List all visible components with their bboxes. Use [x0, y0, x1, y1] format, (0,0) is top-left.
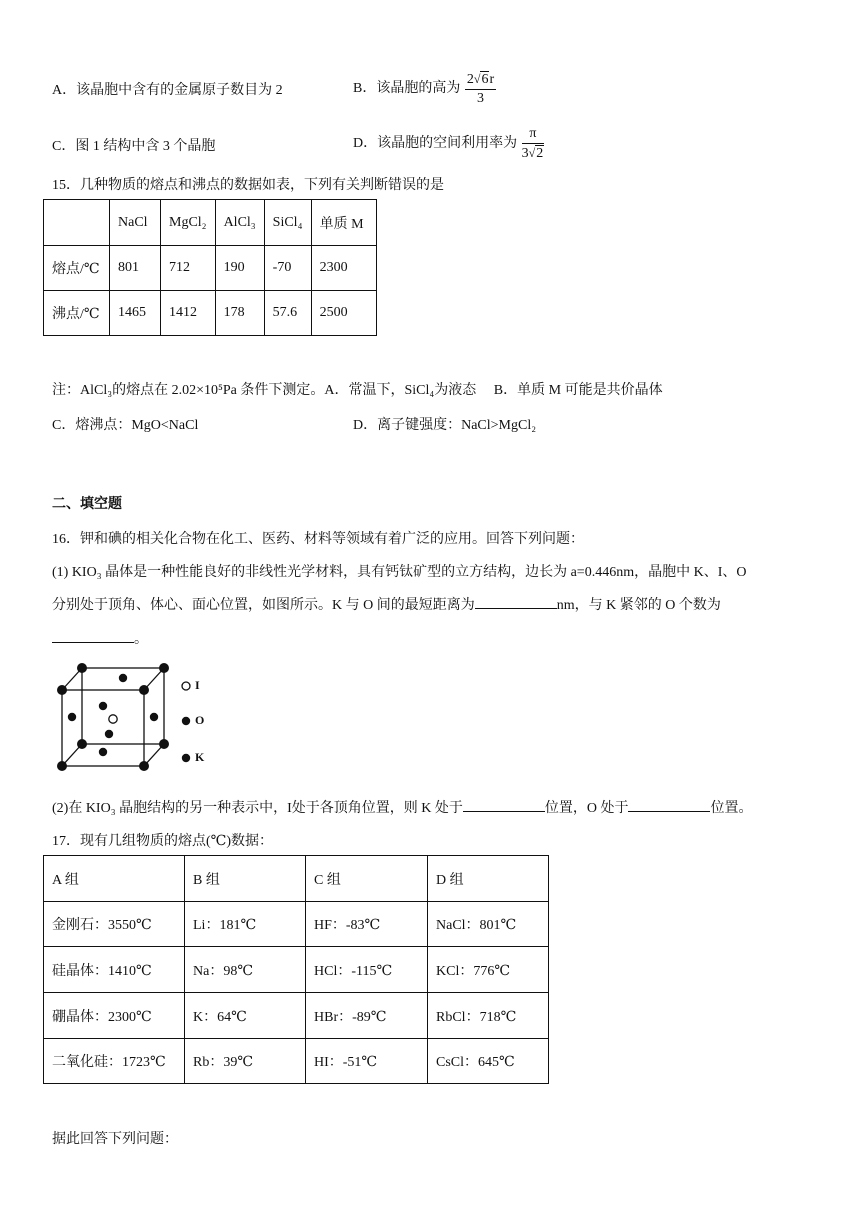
table-row — [44, 1039, 549, 1084]
q16-part1-line1: (1) KIO₃ 晶体是一种性能良好的非线性光学材料，具有钙钛矿型的立方结构，边长为 a=0.446nm，晶胞中 K、I、O — [52, 565, 747, 580]
q15-stem: 15．几种物质的熔点和沸点的数据如表，下列有关判断错误的是 — [52, 178, 444, 193]
table-cell: HCl：-115℃ — [306, 947, 428, 993]
legend-o-label: O — [195, 713, 205, 727]
table-cell: HBr：-89℃ — [306, 993, 428, 1039]
i-atom — [109, 715, 117, 723]
table-cell: 硼晶体：2300℃ — [44, 993, 185, 1039]
table-cell: 801 — [110, 246, 161, 291]
table-cell: 57.6 — [264, 291, 311, 336]
table-cell: K：64℃ — [185, 993, 306, 1039]
o-atom — [105, 730, 113, 738]
table-cell: 190 — [215, 246, 264, 291]
table-cell: 712 — [161, 246, 216, 291]
k-atom — [139, 761, 149, 771]
q16-part1-text-a: 分别处于顶角、体心、面心位置，如图所示。K 与 O 间的最短距离为 — [52, 598, 475, 613]
o-atom — [119, 674, 127, 682]
answer-blank[interactable] — [52, 628, 134, 643]
table-cell: Li：181℃ — [185, 902, 306, 947]
frac-tail: r — [489, 72, 495, 87]
q14-option-b-prefix: B．该晶胞的高为 — [353, 81, 461, 97]
frac-radicand: 6 — [481, 72, 489, 87]
table-cell: A 组 — [44, 856, 185, 902]
q15-table — [43, 199, 377, 336]
table-cell: 178 — [215, 291, 264, 336]
q15-option-c: C．熔沸点：MgO<NaCl — [52, 418, 199, 433]
table-cell: 2500 — [311, 291, 376, 336]
frac-coef: 2 — [466, 72, 474, 87]
table-cell: 硅晶体：1410℃ — [44, 947, 185, 993]
q16-part1-text-b: nm，与 K 紧邻的 O 个数为 — [556, 598, 721, 613]
table-cell — [44, 200, 110, 246]
table-cell: AlCl₃ — [215, 200, 264, 246]
table-cell: NaCl：801℃ — [428, 902, 549, 947]
q16-stem: 16．钾和碘的相关化合物在化工、医药、材料等领域有着广泛的应用。回答下列问题： — [52, 532, 584, 547]
k-atom — [77, 663, 87, 673]
q14-option-d — [353, 125, 544, 163]
table-cell: 1465 — [110, 291, 161, 336]
legend-k-label: K — [195, 750, 205, 764]
table-cell: 熔点/℃ — [44, 246, 110, 291]
table-cell: C 组 — [306, 856, 428, 902]
frac-den-coef: 3 — [521, 146, 529, 161]
k-atom — [57, 685, 67, 695]
table-header-row — [44, 200, 377, 246]
table-cell: Rb：39℃ — [185, 1039, 306, 1084]
table-row — [44, 246, 377, 291]
table-cell: -70 — [264, 246, 311, 291]
q14-option-d-fraction: $\frac{\pi}{3√2}$ — [521, 126, 544, 161]
table-cell: 二氧化硅：1723℃ — [44, 1039, 185, 1084]
q16-part1-line3 — [52, 628, 148, 648]
k-atom — [159, 739, 169, 749]
k-atom — [77, 739, 87, 749]
q15-note: 注：AlCl₃的熔点在 2.02×10⁵Pa 条件下测定。A．常温下，SiCl₄为液态 B．单质 M 可能是共价晶体 — [52, 383, 663, 398]
k-atom — [139, 685, 149, 695]
legend-k-marker — [182, 754, 190, 762]
table-row — [44, 993, 549, 1039]
table-row — [44, 902, 549, 947]
frac-den: 3 — [476, 91, 484, 106]
q16-part2-text-c: 位置。 — [710, 801, 753, 816]
q15-option-d: D．离子键强度：NaCl>MgCl₂ — [353, 418, 537, 433]
table-cell: NaCl — [110, 200, 161, 246]
table-cell: CsCl：645℃ — [428, 1039, 549, 1084]
frac-num: π — [522, 125, 545, 144]
q16-part1-line2 — [52, 594, 721, 614]
answer-blank[interactable] — [463, 797, 545, 812]
legend-o-marker — [182, 717, 190, 725]
table-cell: HI：-51℃ — [306, 1039, 428, 1084]
table-cell: B 组 — [185, 856, 306, 902]
q16-part2 — [52, 797, 752, 817]
table-cell: Na：98℃ — [185, 947, 306, 993]
q17-table — [43, 855, 549, 1084]
frac-den-radicand: 2 — [536, 146, 544, 161]
table-cell: MgCl₂ — [161, 200, 216, 246]
section-title: 二、填空题 — [52, 497, 122, 512]
table-cell: 1412 — [161, 291, 216, 336]
q14-option-a: A．该晶胞中含有的金属原子数目为 2 — [52, 83, 283, 98]
answer-blank[interactable] — [628, 797, 710, 812]
o-atom — [99, 748, 107, 756]
k-atom — [159, 663, 169, 673]
legend-i-marker — [182, 682, 190, 690]
q14-option-d-prefix: D．该晶胞的空间利用率为 — [353, 136, 518, 152]
table-cell: 单质 M — [311, 200, 376, 246]
table-cell: KCl：776℃ — [428, 947, 549, 993]
q16-part2-text-a: (2)在 KIO₃ 晶胞结构的另一种表示中，I处于各顶角位置，则 K 处于 — [52, 801, 463, 816]
table-cell: SiCl₄ — [264, 200, 311, 246]
table-row — [44, 291, 377, 336]
q17-stem: 17．现有几组物质的熔点(℃)数据： — [52, 834, 273, 849]
table-cell: 沸点/℃ — [44, 291, 110, 336]
table-header-row — [44, 856, 549, 902]
q14-option-b-fraction: $\frac{2√6r}{3}$ — [466, 72, 495, 106]
q16-part2-text-b: 位置，O 处于 — [544, 801, 629, 816]
o-atom — [150, 713, 158, 721]
k-atom — [57, 761, 67, 771]
answer-blank[interactable] — [475, 594, 557, 609]
table-cell: D 组 — [428, 856, 549, 902]
table-cell: HF：-83℃ — [306, 902, 428, 947]
q16-part1-tail: 。 — [134, 632, 148, 647]
o-atom — [68, 713, 76, 721]
table-cell: 2300 — [311, 246, 376, 291]
o-atom — [99, 702, 107, 710]
table-row — [44, 947, 549, 993]
q14-option-c: C．图 1 结构中含 3 个晶胞 — [52, 139, 216, 154]
legend-i-label: I — [195, 678, 200, 692]
q14-option-b — [353, 70, 496, 108]
table-cell: 金刚石：3550℃ — [44, 902, 185, 947]
q17-followup: 据此回答下列问题： — [52, 1132, 178, 1147]
table-cell: RbCl：718℃ — [428, 993, 549, 1039]
